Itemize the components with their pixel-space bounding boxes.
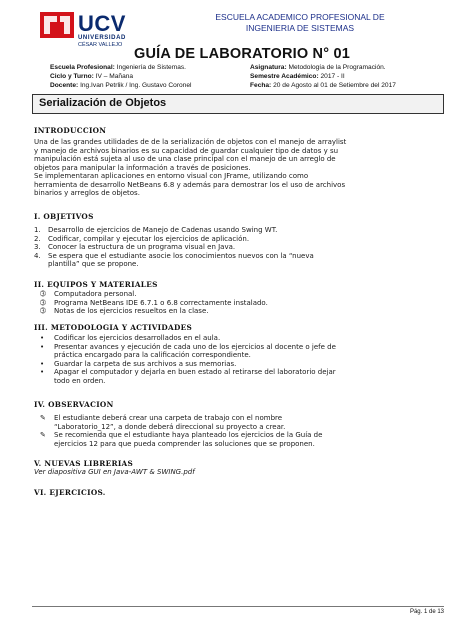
list-text: Desarrollo de ejercicios de Manejo de Cadenas usando Swing WT. (48, 226, 278, 234)
intro-line: Una de las grandes utilidades de de la serialización de objetos con el manejo de arraylist (34, 138, 347, 146)
intro-line: herramienta de desarrollo NetBeans 6.8 y además para demostrar los el uso de archivos (34, 180, 346, 189)
school-line-2: INGENIERIA DE SISTEMAS (245, 23, 355, 33)
logo-subtitle: UNIVERSIDAD (78, 35, 126, 41)
asignatura-value: Metodología de la Programación. (288, 64, 386, 71)
list-item (34, 252, 314, 261)
list-item (40, 414, 282, 423)
list-text: Codificar, compilar y ejecutar los ejercicios de aplicación. (48, 234, 250, 243)
list-item-continuation: plantilla” que se propone. (48, 260, 139, 268)
list-number: 2. (34, 234, 41, 243)
list-item (40, 290, 136, 299)
list-item (40, 307, 208, 316)
list-item (34, 235, 249, 244)
list-item (40, 299, 268, 308)
list-text: Programa NetBeans IDE 6.7.1 o 6.8 correctamente instalado. (54, 298, 268, 307)
metodologia-heading: III. METODOLOGIA Y ACTIVIDADES (34, 323, 193, 332)
intro-line: binarios y arreglos de objetos. (34, 189, 140, 197)
librerias-heading: V. NUEVAS LIBRERIAS (34, 459, 134, 468)
list-text: Apagar el computador y dejarla en buen estado al retirarse del laboratorio dejar (54, 368, 336, 376)
list-item (40, 334, 220, 343)
fecha-value: 20 de Agosto al 01 de Setiembre del 2017 (273, 82, 396, 89)
list-item (40, 360, 236, 369)
circled-three-icon: ➂ (40, 290, 46, 298)
semestre-label: Semestre Académico: (250, 73, 319, 80)
intro-line: Se implementaran aplicaciones en entorno visual con JFrame, utilizando como (34, 172, 309, 180)
list-item (34, 243, 235, 252)
escuela-label: Escuela Profesional: (50, 64, 115, 71)
circled-three-icon: ➂ (40, 307, 46, 315)
observacion-heading: IV. OBSERVACION (34, 400, 114, 409)
objetivos-heading: I. OBJETIVOS (34, 212, 94, 221)
escuela-value: Ingeniería de Sistemas. (116, 64, 186, 71)
section-title-box (32, 94, 444, 114)
ejercicios-heading: VI. EJERCICIOS. (34, 488, 106, 497)
ucv-logo-mark (40, 12, 74, 38)
list-text: Codificar los ejercicios desarrollados en el aula. (54, 334, 221, 342)
list-text: El estudiante deberá crear una carpeta de trabajo con el nombre (54, 414, 283, 422)
list-text: Computadora personal. (54, 290, 137, 298)
ciclo-label: Ciclo y Turno: (50, 73, 94, 80)
list-item-continuation: “Laboratorio_12”, a donde deberá direccional su proyecto a crear. (54, 422, 286, 431)
intro-line: manipulación está sujeta al uso de una clase principal con el manejo de un arreglo de (34, 155, 336, 163)
intro-line: y manejo de archivos binarios es su capacidad de guardar cualquier tipo de datos y su (34, 146, 339, 155)
fecha-label: Fecha: (250, 82, 272, 89)
page-title: GUÍA DE LABORATORIO N° 01 (134, 46, 350, 62)
meta-row-2 (50, 73, 345, 80)
list-item-continuation: ejercicios 12 para que pueda comprender las soluciones que se proponen. (54, 439, 315, 448)
list-text: Guardar la carpeta de sus archivos a sus memorias. (54, 359, 237, 368)
ciclo-value: IV – Mañana (95, 73, 134, 80)
list-item (40, 343, 336, 352)
pencil-icon: ✎ (40, 414, 46, 422)
list-text: Notas de los ejercicios resueltos en la clase. (54, 307, 209, 315)
list-text: Conocer la estructura de un programa visual en Java. (48, 243, 236, 251)
list-item-continuation: práctica encargado para la calificación correspondiente. (54, 351, 251, 359)
intro-heading: INTRODUCCION (34, 126, 107, 135)
bullet-icon: • (40, 359, 45, 368)
librerias-text: Ver diapositiva GUI en Java-AWT & SWING.pdf (34, 468, 195, 476)
list-item (40, 368, 336, 377)
docente-label: Docente: (50, 82, 79, 89)
list-number: 3. (34, 243, 41, 251)
logo-subtitle-2: CÉSAR VALLEJO (78, 42, 123, 48)
equipos-heading: II. EQUIPOS Y MATERIALES (34, 280, 158, 289)
bullet-icon: • (40, 368, 45, 376)
meta-row-3 (50, 82, 396, 89)
semestre-value: 2017 - II (320, 73, 345, 80)
list-item (40, 431, 322, 440)
list-item (34, 226, 277, 235)
list-number: 1. (34, 226, 41, 234)
footer-divider (32, 606, 444, 607)
school-name (150, 12, 450, 34)
docente-value: Ing.Ivan Petrlik / Ing. Gustavo Coronel (80, 82, 192, 89)
circled-three-icon: ➂ (40, 298, 46, 307)
list-text: Se espera que el estudiante asocie los conocimientos nuevos con la “nueva (48, 251, 314, 260)
list-item-continuation: todo en orden. (54, 376, 106, 385)
meta-row-1 (50, 64, 386, 71)
list-text: Presentar avances y ejecución de cada uno de los ejercicios al docente o jefe de (54, 342, 336, 351)
bullet-icon: • (40, 334, 45, 342)
list-number: 4. (34, 251, 41, 260)
page-number: Pág. 1 de 13 (409, 609, 444, 615)
list-text: Se recomienda que el estudiante haya planteado los ejercicios de la Guía de (54, 431, 323, 439)
bullet-icon: • (40, 342, 45, 351)
intro-line: objetos para manipular la información a través de posiciones. (34, 163, 251, 172)
school-line-1: ESCUELA ACADEMICO PROFESIONAL DE (215, 12, 385, 22)
asignatura-label: Asignatura: (250, 64, 287, 71)
section-title: Serialización de Objetos (39, 97, 167, 109)
pencil-icon: ✎ (40, 431, 46, 439)
logo-text: UCV (78, 11, 126, 36)
